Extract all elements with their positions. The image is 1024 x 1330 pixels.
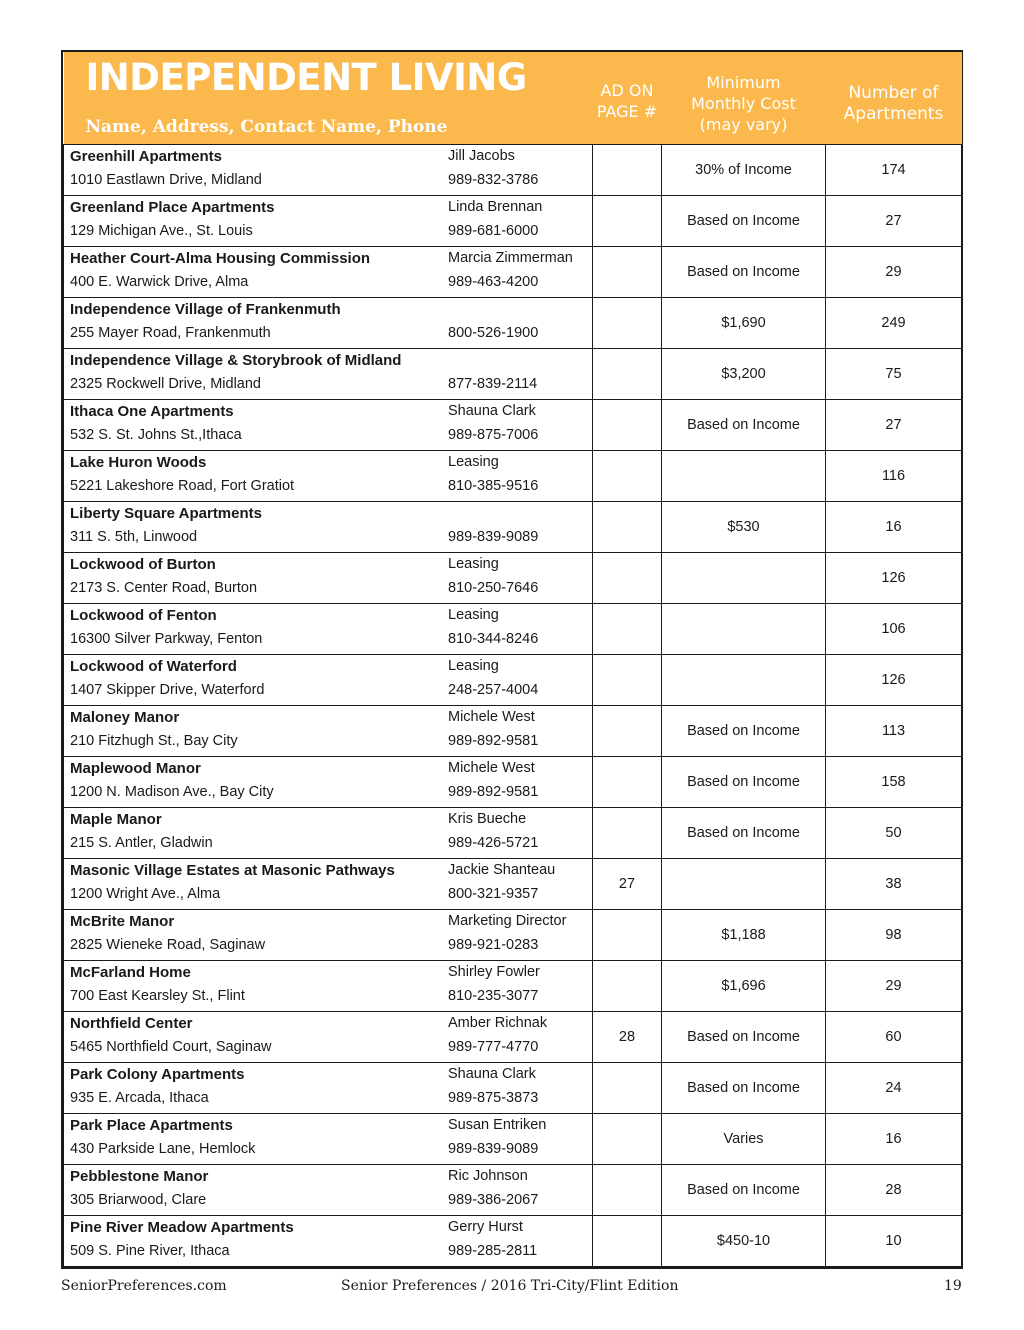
- ad-page-cell: [593, 144, 662, 195]
- ad-page-cell: [593, 552, 662, 603]
- table-row: [64, 552, 962, 603]
- listing-info-cell: [64, 909, 593, 960]
- listing-name: Heather Court-Alma Housing Commission: [70, 249, 371, 267]
- table-row: [64, 1215, 962, 1266]
- listing-address: 5465 Northfield Court, Saginaw: [70, 1038, 272, 1055]
- listing-name: Ithaca One Apartments: [70, 402, 234, 420]
- listing-info-cell: [64, 705, 593, 756]
- apartments-count-cell: 29: [826, 960, 962, 1011]
- listing-name: Maplewood Manor: [70, 759, 201, 777]
- listing-address: 1200 N. Madison Ave., Bay City: [70, 783, 274, 800]
- listing-name: Liberty Square Apartments: [70, 504, 262, 522]
- ad-page-cell: [593, 654, 662, 705]
- listing-address: 532 S. St. Johns St.,Ithaca: [70, 426, 242, 443]
- listing-name: Independence Village of Frankenmuth: [70, 300, 341, 318]
- ad-page-cell: [593, 348, 662, 399]
- monthly-cost-cell: $530: [662, 501, 826, 552]
- listing-info-cell: [64, 1215, 593, 1266]
- listing-address: 255 Mayer Road, Frankenmuth: [70, 324, 271, 341]
- listing-phone: 800-321-9357: [448, 885, 539, 902]
- table-row: [64, 144, 962, 195]
- footer-website: SeniorPreferences.com: [61, 1278, 227, 1294]
- ad-page-cell: [593, 909, 662, 960]
- table-row: [64, 909, 962, 960]
- apts-header-line2: Apartments: [843, 104, 944, 124]
- listing-address: 1407 Skipper Drive, Waterford: [70, 681, 265, 698]
- listing-info-cell: [64, 1011, 593, 1062]
- listing-address: 16300 Silver Parkway, Fenton: [70, 630, 263, 647]
- apartments-count-cell: 38: [826, 858, 962, 909]
- monthly-cost-cell: Based on Income: [662, 399, 826, 450]
- listing-contact: Leasing: [448, 453, 499, 470]
- listing-phone: 989-777-4770: [448, 1038, 539, 1055]
- monthly-cost-cell: $1,696: [662, 960, 826, 1011]
- monthly-cost-cell: [662, 552, 826, 603]
- listing-info-cell: [64, 807, 593, 858]
- table-row: [64, 399, 962, 450]
- listing-phone: 810-235-3077: [448, 987, 539, 1004]
- apartments-count-cell: 126: [826, 654, 962, 705]
- listing-address: 430 Parkside Lane, Hemlock: [70, 1140, 256, 1157]
- listing-contact: Ric Johnson: [448, 1167, 528, 1184]
- apartments-count-cell: 27: [826, 399, 962, 450]
- listing-phone: 989-875-3873: [448, 1089, 539, 1106]
- listing-name: Greenland Place Apartments: [70, 198, 275, 216]
- listing-contact: Marcia Zimmerman: [448, 249, 573, 266]
- ad-page-cell: [593, 1164, 662, 1215]
- table-row: [64, 858, 962, 909]
- table-row: [64, 1062, 962, 1113]
- listing-address: 509 S. Pine River, Ithaca: [70, 1242, 230, 1259]
- monthly-cost-cell: Based on Income: [662, 807, 826, 858]
- listing-name: Lockwood of Burton: [70, 555, 216, 573]
- ad-page-cell: [593, 450, 662, 501]
- listing-contact: Marketing Director: [448, 912, 567, 929]
- listing-address: 2825 Wieneke Road, Saginaw: [70, 936, 266, 953]
- ad-page-cell: [593, 807, 662, 858]
- listing-phone: 989-463-4200: [448, 273, 539, 290]
- listing-address: 210 Fitzhugh St., Bay City: [70, 732, 238, 749]
- ad-page-cell: [593, 195, 662, 246]
- table-row: [64, 501, 962, 552]
- monthly-cost-cell: $450-10: [662, 1215, 826, 1266]
- listing-phone: 810-250-7646: [448, 579, 539, 596]
- monthly-cost-cell: Based on Income: [662, 1062, 826, 1113]
- listing-contact: Susan Entriken: [448, 1116, 547, 1133]
- listing-phone: 877-839-2114: [448, 375, 538, 392]
- listing-phone: 989-892-9581: [448, 732, 539, 749]
- ad-page-cell: [593, 246, 662, 297]
- apartments-count-cell: 158: [826, 756, 962, 807]
- listing-phone: 989-386-2067: [448, 1191, 539, 1208]
- listing-contact: Shauna Clark: [448, 402, 536, 419]
- listing-address: 129 Michigan Ave., St. Louis: [70, 222, 253, 239]
- apartments-count-cell: 16: [826, 501, 962, 552]
- listing-contact: Michele West: [448, 708, 535, 725]
- listing-phone: 989-426-5721: [448, 834, 539, 851]
- listing-info-cell: [64, 603, 593, 654]
- monthly-cost-cell: Based on Income: [662, 1164, 826, 1215]
- listing-address: 1200 Wright Ave., Alma: [70, 885, 221, 902]
- listing-name: McFarland Home: [70, 963, 191, 981]
- apartments-count-cell: 174: [826, 144, 962, 195]
- listing-info-cell: [64, 654, 593, 705]
- table-row: [64, 654, 962, 705]
- listing-contact: Shirley Fowler: [448, 963, 540, 980]
- page-title: INDEPENDENT LIVING: [85, 56, 527, 99]
- apartments-count-cell: 27: [826, 195, 962, 246]
- listing-phone: 989-892-9581: [448, 783, 539, 800]
- listing-info-cell: [64, 501, 593, 552]
- listing-phone: 989-681-6000: [448, 222, 539, 239]
- monthly-cost-cell: Based on Income: [662, 1011, 826, 1062]
- monthly-cost-cell: [662, 450, 826, 501]
- listing-info-cell: [64, 144, 593, 195]
- listing-contact: Gerry Hurst: [448, 1218, 523, 1235]
- listing-phone: 989-832-3786: [448, 171, 539, 188]
- cost-header-line2: Monthly Cost: [691, 94, 796, 113]
- listing-info-cell: [64, 450, 593, 501]
- listing-info-cell: [64, 297, 593, 348]
- listing-phone: 989-875-7006: [448, 426, 539, 443]
- apartments-count-cell: 106: [826, 603, 962, 654]
- table-row: [64, 1164, 962, 1215]
- apartments-count-cell: 98: [826, 909, 962, 960]
- listing-name: Pebblestone Manor: [70, 1167, 209, 1185]
- listing-address: 1010 Eastlawn Drive, Midland: [70, 171, 262, 188]
- monthly-cost-cell: Based on Income: [662, 705, 826, 756]
- apartments-count-cell: 29: [826, 246, 962, 297]
- header-title-cell: [64, 52, 593, 144]
- table-row: [64, 807, 962, 858]
- ad-header-line1: AD ON: [600, 81, 654, 100]
- apartments-count-cell: 126: [826, 552, 962, 603]
- listing-name: Park Place Apartments: [70, 1116, 233, 1134]
- apartments-count-cell: 10: [826, 1215, 962, 1266]
- ad-page-cell: [593, 705, 662, 756]
- table-row: [64, 705, 962, 756]
- listing-info-cell: [64, 1164, 593, 1215]
- listing-name: McBrite Manor: [70, 912, 175, 930]
- listing-address: 700 East Kearsley St., Flint: [70, 987, 245, 1004]
- listing-contact: Shauna Clark: [448, 1065, 536, 1082]
- apartments-count-cell: 113: [826, 705, 962, 756]
- column-header-apartments: [826, 52, 962, 144]
- listing-name: Lockwood of Waterford: [70, 657, 237, 675]
- monthly-cost-cell: [662, 858, 826, 909]
- listing-info-cell: [64, 195, 593, 246]
- table-row: [64, 297, 962, 348]
- apartments-count-cell: 50: [826, 807, 962, 858]
- listing-contact: Linda Brennan: [448, 198, 543, 215]
- listing-phone: 810-344-8246: [448, 630, 539, 647]
- listing-address: 5221 Lakeshore Road, Fort Gratiot: [70, 477, 295, 494]
- monthly-cost-cell: Varies: [662, 1113, 826, 1164]
- listing-name: Pine River Meadow Apartments: [70, 1218, 294, 1236]
- listing-name: Greenhill Apartments: [70, 147, 222, 165]
- apartments-count-cell: 60: [826, 1011, 962, 1062]
- listing-address: 215 S. Antler, Gladwin: [70, 834, 213, 851]
- ad-page-cell: [593, 603, 662, 654]
- listings-table-container: [61, 50, 963, 1269]
- listing-address: 305 Briarwood, Clare: [70, 1191, 207, 1208]
- apartments-count-cell: 28: [826, 1164, 962, 1215]
- listing-info-cell: [64, 858, 593, 909]
- table-row: [64, 246, 962, 297]
- footer-edition: Senior Preferences / 2016 Tri-City/Flint Edition: [341, 1278, 679, 1294]
- column-header-ad-page: [593, 52, 662, 144]
- ad-page-cell: [593, 1062, 662, 1113]
- independent-living-table: [63, 52, 962, 1267]
- listing-info-cell: [64, 960, 593, 1011]
- apartments-count-cell: 16: [826, 1113, 962, 1164]
- table-row: [64, 960, 962, 1011]
- listing-phone: 989-839-9089: [448, 528, 539, 545]
- listing-contact: Jill Jacobs: [448, 147, 515, 164]
- listing-address: 935 E. Arcada, Ithaca: [70, 1089, 209, 1106]
- listing-phone: 810-385-9516: [448, 477, 539, 494]
- listing-contact: Leasing: [448, 555, 499, 572]
- apartments-count-cell: 24: [826, 1062, 962, 1113]
- apts-header-line1: Number of: [848, 83, 939, 103]
- listing-phone: 989-839-9089: [448, 1140, 539, 1157]
- listing-contact: Michele West: [448, 759, 535, 776]
- table-row: [64, 450, 962, 501]
- listing-address: 400 E. Warwick Drive, Alma: [70, 273, 249, 290]
- listing-info-cell: [64, 246, 593, 297]
- table-row: [64, 195, 962, 246]
- monthly-cost-cell: $1,690: [662, 297, 826, 348]
- cost-header-line1: Minimum: [706, 73, 781, 92]
- ad-page-cell: 28: [593, 1011, 662, 1062]
- ad-page-cell: [593, 399, 662, 450]
- monthly-cost-cell: 30% of Income: [662, 144, 826, 195]
- cost-header-line3: (may vary): [699, 115, 788, 134]
- table-row: [64, 1011, 962, 1062]
- listing-info-cell: [64, 552, 593, 603]
- listing-name: Maple Manor: [70, 810, 162, 828]
- listing-contact: Amber Richnak: [448, 1014, 548, 1031]
- listing-address: 311 S. 5th, Linwood: [70, 528, 198, 545]
- apartments-count-cell: 75: [826, 348, 962, 399]
- listing-info-cell: [64, 399, 593, 450]
- apartments-count-cell: 249: [826, 297, 962, 348]
- listing-name: Masonic Village Estates at Masonic Pathways: [70, 861, 395, 879]
- listing-info-cell: [64, 348, 593, 399]
- page-subtitle: Name, Address, Contact Name, Phone: [85, 117, 448, 137]
- listing-name: Independence Village & Storybrook of Midland: [70, 351, 402, 369]
- listing-info-cell: [64, 756, 593, 807]
- table-header-row: [64, 52, 962, 144]
- monthly-cost-cell: $1,188: [662, 909, 826, 960]
- listing-info-cell: [64, 1062, 593, 1113]
- ad-page-cell: [593, 1215, 662, 1266]
- monthly-cost-cell: [662, 654, 826, 705]
- ad-page-cell: [593, 960, 662, 1011]
- ad-page-cell: 27: [593, 858, 662, 909]
- table-body: [64, 144, 962, 1266]
- listing-address: 2325 Rockwell Drive, Midland: [70, 375, 261, 392]
- footer-page-number: 19: [944, 1278, 962, 1294]
- ad-page-cell: [593, 501, 662, 552]
- listing-phone: 248-257-4004: [448, 681, 539, 698]
- table-row: [64, 1113, 962, 1164]
- listing-name: Lake Huron Woods: [70, 453, 207, 471]
- column-header-monthly-cost: [662, 52, 826, 144]
- ad-page-cell: [593, 756, 662, 807]
- table-row: [64, 603, 962, 654]
- listing-phone: 989-921-0283: [448, 936, 539, 953]
- listing-name: Lockwood of Fenton: [70, 606, 217, 624]
- listing-name: Maloney Manor: [70, 708, 180, 726]
- table-row: [64, 348, 962, 399]
- listing-contact: Leasing: [448, 657, 499, 674]
- ad-page-cell: [593, 297, 662, 348]
- monthly-cost-cell: [662, 603, 826, 654]
- listing-phone: 800-526-1900: [448, 324, 539, 341]
- listing-address: 2173 S. Center Road, Burton: [70, 579, 258, 596]
- listing-contact: Jackie Shanteau: [448, 861, 556, 878]
- table-row: [64, 756, 962, 807]
- ad-header-line2: PAGE #: [596, 102, 658, 121]
- apartments-count-cell: 116: [826, 450, 962, 501]
- listing-name: Northfield Center: [70, 1014, 193, 1032]
- monthly-cost-cell: $3,200: [662, 348, 826, 399]
- listing-name: Park Colony Apartments: [70, 1065, 245, 1083]
- listing-contact: Leasing: [448, 606, 499, 623]
- ad-page-cell: [593, 1113, 662, 1164]
- monthly-cost-cell: Based on Income: [662, 246, 826, 297]
- monthly-cost-cell: Based on Income: [662, 756, 826, 807]
- monthly-cost-cell: Based on Income: [662, 195, 826, 246]
- listing-info-cell: [64, 1113, 593, 1164]
- listing-phone: 989-285-2811: [448, 1242, 538, 1259]
- listing-contact: Kris Bueche: [448, 810, 527, 827]
